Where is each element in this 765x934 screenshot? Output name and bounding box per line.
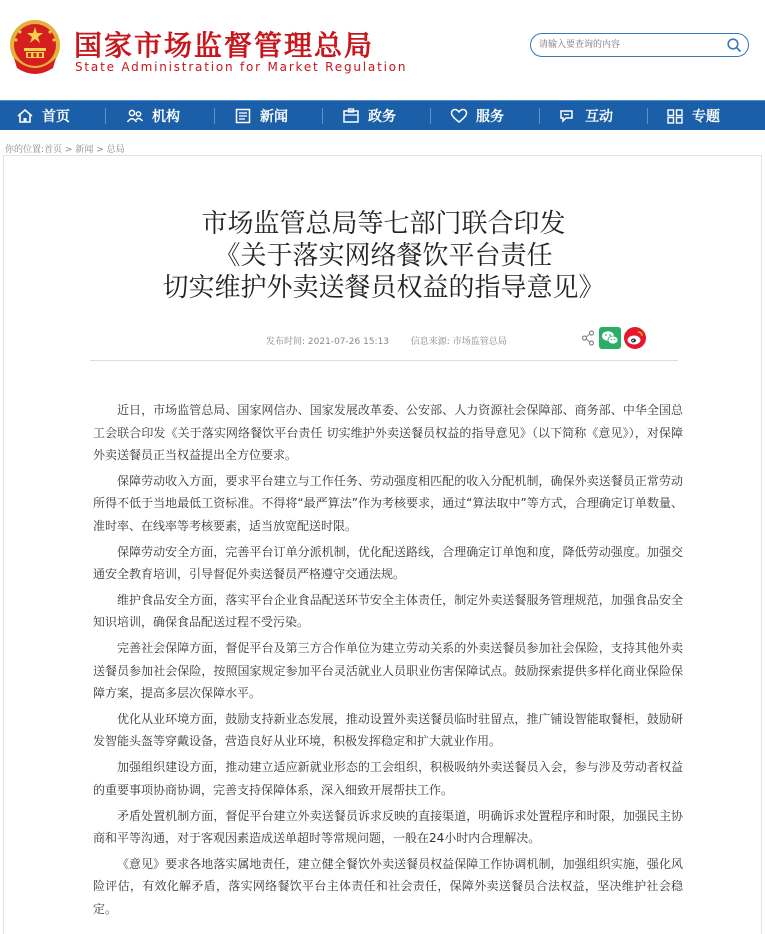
source: 市场监管总局 xyxy=(452,337,507,347)
article-title xyxy=(4,208,763,304)
nav-label: 首页 xyxy=(42,109,70,125)
breadcrumb xyxy=(5,142,125,155)
nav-item-interaction[interactable] xyxy=(559,101,613,131)
nav-label: 机构 xyxy=(152,109,180,125)
nav-item-government-affairs[interactable] xyxy=(342,101,396,131)
article-paragraph: 加强组织建设方面，推动建立适应新就业形态的工会组织，积极吸纳外卖送餐员入会，参与涉及劳动者权益的重要事项协商协调，完善支持保障体系，深入细致开展帮扶工作。 xyxy=(93,760,683,797)
breadcrumb-separator: > xyxy=(62,145,76,155)
nav-item-service[interactable] xyxy=(450,101,504,131)
article-paragraph: 矛盾处置机制方面，督促平台建立外卖送餐员诉求反映的直接渠道，明确诉求处置程序和时限，加强民主协商和平等沟通，对于客观因素造成送单超时等常规问题，一般在24小时内合理解决。 xyxy=(93,808,683,846)
nav-divider xyxy=(214,108,215,124)
nav-item-organization[interactable] xyxy=(126,101,180,131)
nav-item-home[interactable] xyxy=(16,101,70,131)
breadcrumb-link-home[interactable]: 首页 xyxy=(44,145,63,155)
article-title-line: 市场监管总局等七部门联合印发 xyxy=(201,209,566,239)
article-body xyxy=(93,399,683,924)
search-box xyxy=(530,33,749,57)
wechat-icon[interactable] xyxy=(599,327,621,349)
nav-divider xyxy=(430,108,431,124)
article-paragraph: 维护食品安全方面，落实平台企业食品配送环节安全主体责任，制定外卖送餐服务管理规范，加强食品安全知识培训，确保食品配送过程不受污染。 xyxy=(93,592,683,630)
nav-item-news[interactable] xyxy=(234,101,288,131)
meta-divider xyxy=(90,360,678,361)
nav-label: 新闻 xyxy=(260,109,288,125)
article-meta xyxy=(266,334,507,347)
article-paragraph: 优化从业环境方面，鼓励支持新业态发展，推动设置外卖送餐员临时驻留点，推广铺设智能取餐柜，鼓励研发智能头盔等穿戴设备，营造良好从业环境，积极发挥稳定和扩大就业作用。 xyxy=(93,711,683,749)
home-icon xyxy=(16,108,34,124)
breadcrumb-link-administration[interactable]: 总局 xyxy=(106,145,125,155)
news-icon xyxy=(234,108,252,124)
national-emblem-icon[interactable] xyxy=(8,18,62,76)
service-icon xyxy=(450,108,468,124)
publish-time-label: 发布时间: xyxy=(266,337,306,347)
article-paragraph: 近日，市场监管总局、国家网信办、国家发展改革委、公安部、人力资源社会保障部、商务部、中华全国总工会联合印发《关于落实网络餐饮平台责任 切实维护外卖送餐员权益的指导意见》（以下简称《意见》），对保障外卖送餐员正当权益提出全方位要求。 xyxy=(93,403,683,462)
topic-icon xyxy=(666,108,684,124)
search-input[interactable] xyxy=(539,36,719,54)
breadcrumb-prefix: 你的位置: xyxy=(5,145,45,155)
article-container xyxy=(3,155,762,934)
breadcrumb-link-news[interactable]: 新闻 xyxy=(75,145,94,155)
nav-label: 互动 xyxy=(585,109,613,125)
nav-divider xyxy=(322,108,323,124)
article-paragraph: 完善社会保障方面，督促平台及第三方合作单位为建立劳动关系的外卖送餐员参加社会保险，支持其他外卖送餐员参加社会保险，按照国家规定参加平台灵活就业人员职业伤害保障试点。鼓励探索提供多样化商业保险保障方案，提高多层次保障水平。 xyxy=(93,641,683,701)
breadcrumb-separator: > xyxy=(93,145,107,155)
organization-icon xyxy=(126,108,144,124)
site-title[interactable]: 国家市场监督管理总局 xyxy=(74,29,375,62)
publish-time: 2021-07-26 15:13 xyxy=(307,337,390,347)
nav-divider xyxy=(105,108,106,124)
search-icon[interactable] xyxy=(726,37,742,53)
article-title-line: 切实维护外卖送餐员权益的指导意见》 xyxy=(162,273,605,303)
nav-label: 服务 xyxy=(476,109,504,125)
government-affairs-icon xyxy=(342,108,360,124)
nav-divider xyxy=(539,108,540,124)
nav-item-topic[interactable] xyxy=(666,101,720,131)
article-paragraph: 保障劳动安全方面，完善平台订单分派机制，优化配送路线，合理确定订单饱和度，降低劳动强度。加强交通安全教育培训，引导督促外卖送餐员严格遵守交通法规。 xyxy=(93,544,683,582)
article-paragraph: 《意见》要求各地落实属地责任，建立健全餐饮外卖送餐员权益保障工作协调机制，加强组织实施，强化风险评估，有效化解矛盾，落实网络餐饮平台主体责任和社会责任，保障外卖送餐员合法权益，坚决维护社会稳定。 xyxy=(93,856,683,916)
nav-label: 专题 xyxy=(692,109,720,125)
share-icon[interactable] xyxy=(581,327,595,349)
site-title-english: State Administration for Market Regulation xyxy=(75,60,408,74)
article-title-line: 《关于落实网络餐饮平台责任 xyxy=(214,241,553,271)
weibo-icon[interactable] xyxy=(624,327,646,349)
site-header xyxy=(0,0,765,100)
article-paragraph: 保障劳动收入方面，要求平台建立与工作任务、劳动强度相匹配的收入分配机制，确保外卖送餐员正常劳动所得不低于当地最低工资标准。不得将“最严算法”作为考核要求，通过“算法取中”等方式，合理确定订单数量、准时率、在线率等考核要素，适当放宽配送时限。 xyxy=(93,473,683,533)
nav-divider xyxy=(647,108,648,124)
source-label: 信息来源: xyxy=(410,337,450,347)
nav-label: 政务 xyxy=(368,109,396,125)
main-nav xyxy=(0,100,765,130)
interaction-icon xyxy=(559,108,577,124)
